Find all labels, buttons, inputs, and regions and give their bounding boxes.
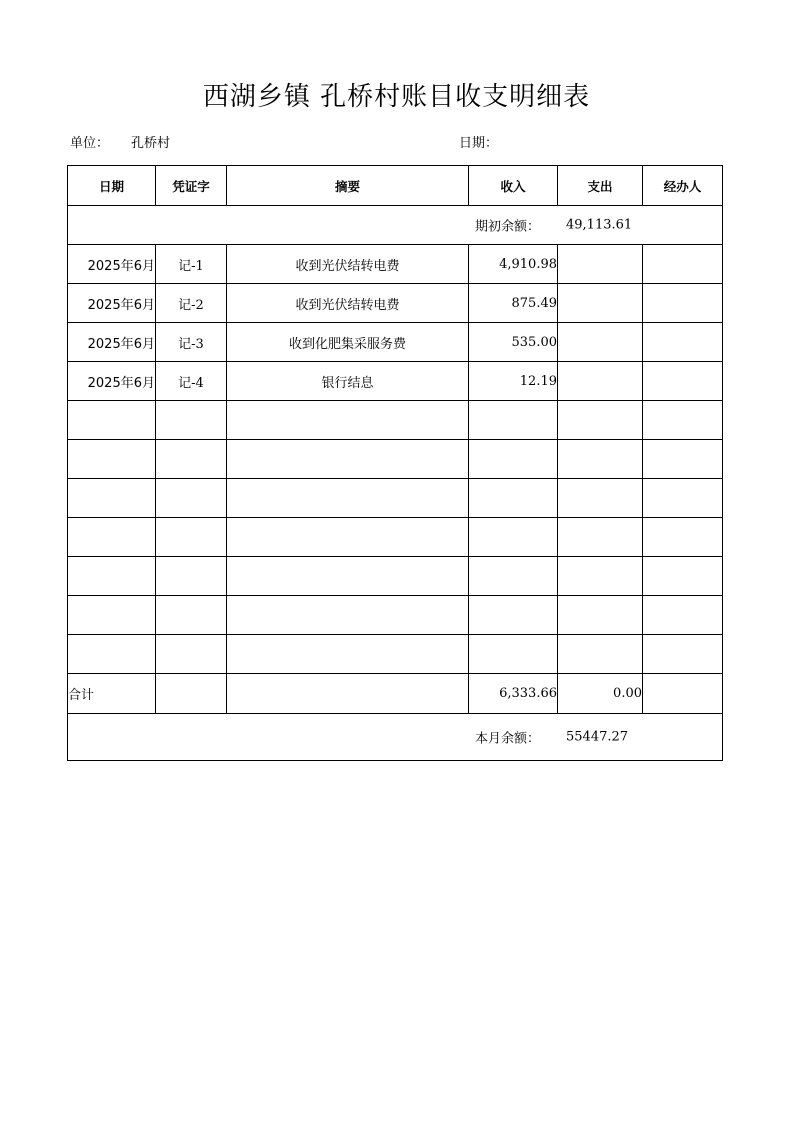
total-handler: [643, 674, 723, 714]
table-row: [68, 401, 723, 440]
cell-expense: [558, 440, 643, 479]
unit-label: 单位：: [70, 136, 110, 151]
cell-date: 2025年6月: [68, 323, 156, 362]
cell-income: [469, 479, 558, 518]
cell-handler: [643, 284, 723, 323]
date-label: 日期：: [459, 136, 499, 151]
unit-value: 孔桥村: [131, 136, 171, 151]
cell-expense: [558, 635, 643, 674]
cell-expense: [558, 479, 643, 518]
cell-summary: [227, 440, 469, 479]
cell-date: 2025年6月: [68, 245, 156, 284]
table-row: [68, 557, 723, 596]
header-income: 收入: [469, 166, 558, 206]
cell-date: [68, 557, 156, 596]
cell-date: [68, 401, 156, 440]
cell-income: 4,910.98: [469, 245, 558, 284]
cell-expense: [558, 362, 643, 401]
total-row: [68, 674, 723, 714]
closing-balance-value: 55447.27: [566, 729, 629, 745]
opening-balance-row: [68, 206, 723, 245]
cell-voucher: 记-2: [156, 284, 227, 323]
cell-handler: [643, 557, 723, 596]
cell-voucher: 记-4: [156, 362, 227, 401]
cell-voucher: [156, 401, 227, 440]
cell-voucher: [156, 479, 227, 518]
cell-summary: [227, 401, 469, 440]
cell-handler: [643, 440, 723, 479]
cell-date: [68, 440, 156, 479]
cell-date: [68, 479, 156, 518]
cell-income: [469, 518, 558, 557]
table-row: [68, 323, 723, 362]
cell-summary: [227, 557, 469, 596]
cell-date: 2025年6月: [68, 284, 156, 323]
total-income: 6,333.66: [469, 674, 558, 714]
cell-date: [68, 635, 156, 674]
table-row: [68, 284, 723, 323]
table-row: [68, 635, 723, 674]
cell-voucher: 记-1: [156, 245, 227, 284]
header-row: [68, 166, 723, 206]
total-voucher: [156, 674, 227, 714]
table-row: [68, 596, 723, 635]
cell-handler: [643, 518, 723, 557]
cell-income: 875.49: [469, 284, 558, 323]
cell-summary: [227, 596, 469, 635]
cell-income: [469, 596, 558, 635]
cell-expense: [558, 518, 643, 557]
cell-voucher: [156, 440, 227, 479]
table-row: [68, 518, 723, 557]
cell-income: [469, 635, 558, 674]
closing-balance-row: [68, 714, 723, 761]
cell-summary: [227, 479, 469, 518]
cell-summary: 银行结息: [227, 362, 469, 401]
cell-summary: 收到光伏结转电费: [227, 245, 469, 284]
opening-balance-value: 49,113.61: [566, 217, 633, 233]
cell-date: 2025年6月: [68, 362, 156, 401]
cell-summary: [227, 635, 469, 674]
cell-income: [469, 401, 558, 440]
cell-voucher: 记-3: [156, 323, 227, 362]
header-summary: 摘要: [227, 166, 469, 206]
cell-income: [469, 440, 558, 479]
cell-voucher: [156, 635, 227, 674]
cell-expense: [558, 596, 643, 635]
cell-expense: [558, 284, 643, 323]
cell-voucher: [156, 557, 227, 596]
table-row: [68, 440, 723, 479]
cell-handler: [643, 596, 723, 635]
cell-expense: [558, 401, 643, 440]
cell-date: [68, 518, 156, 557]
cell-handler: [643, 401, 723, 440]
cell-expense: [558, 323, 643, 362]
cell-voucher: [156, 518, 227, 557]
header-handler: 经办人: [643, 166, 723, 206]
page-title: 西湖乡镇 孔桥村账目收支明细表: [202, 82, 591, 112]
cell-income: [469, 557, 558, 596]
header-date: 日期: [68, 166, 156, 206]
cell-income: 535.00: [469, 323, 558, 362]
opening-balance-label: 期初余额：: [475, 219, 541, 235]
table-row: [68, 479, 723, 518]
cell-handler: [643, 362, 723, 401]
total-label: 合计: [68, 674, 156, 714]
table-row: [68, 362, 723, 401]
header-expense: 支出: [558, 166, 643, 206]
cell-income: 12.19: [469, 362, 558, 401]
cell-expense: [558, 557, 643, 596]
unit-field: [70, 132, 170, 151]
total-expense: 0.00: [558, 674, 643, 714]
table-row: [68, 245, 723, 284]
date-field: [459, 132, 498, 151]
cell-voucher: [156, 596, 227, 635]
header-voucher: 凭证字: [156, 166, 227, 206]
total-summary: [227, 674, 469, 714]
cell-summary: 收到化肥集采服务费: [227, 323, 469, 362]
cell-handler: [643, 479, 723, 518]
ledger-table: [67, 165, 723, 761]
cell-expense: [558, 245, 643, 284]
cell-date: [68, 596, 156, 635]
closing-balance-label: 本月余额：: [475, 731, 541, 747]
cell-summary: [227, 518, 469, 557]
cell-handler: [643, 245, 723, 284]
cell-handler: [643, 635, 723, 674]
cell-summary: 收到光伏结转电费: [227, 284, 469, 323]
cell-handler: [643, 323, 723, 362]
